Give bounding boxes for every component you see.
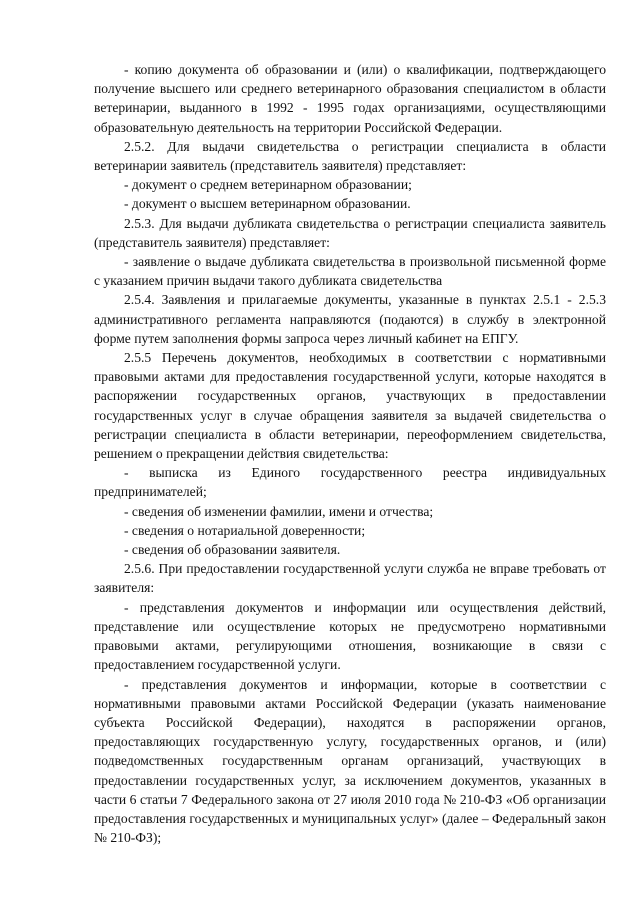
document-body [94,60,606,847]
list-item-not-required-documents: - представления документов и информации, которые в соответствии с нормативными правовыми актами Российской Федерации (указать наименование субъекта Российской Федерации), находятся в распоряжении органов, предоставляющих государственную услугу, государственных органов, и (или) подведомственных государственным органам организаций, участвующих в предоставлении государственных услуг, за исключением документов, указанных в части 6 статьи 7 Федерального закона от 27 июля 2010 года № 210-ФЗ «Об организации предоставления государственных и муниципальных услуг» (далее – Федеральный закон № 210-ФЗ); [94,676,606,846]
paragraph-2-5-6: 2.5.6. При предоставлении государственной услуги служба не вправе требовать от заявителя: [94,561,606,596]
list-item-duplicate-application: - заявление о выдаче дубликата свидетельства в произвольной письменной форме с указанием причин выдачи такого дубликата свидетельства [94,254,606,289]
paragraph-2-5-5: 2.5.5 Перечень документов, необходимых в соответствии с нормативными правовыми актами для предоставления государственной услуги, которые находятся в распоряжении государственных органов, участвующих в предоставлении государственных услуг в случае обращения заявителя за выдачей свидетельства о регистрации специалиста в области ветеринарии, переоформлением свидетельства, решением о прекращении действия свидетельства: [94,350,606,462]
paragraph-2-5-4: 2.5.4. Заявления и прилагаемые документы, указанные в пунктах 2.5.1 - 2.5.3 административного регламента направляются (подаются) в службу в электронной форме путем заполнения формы запроса через личный кабинет на ЕПГУ. [94,292,606,346]
list-item-secondary-education: - документ о среднем ветеринарном образовании; [124,177,412,193]
paragraph-2-5-2: 2.5.2. Для выдачи свидетельства о регистрации специалиста в области ветеринарии заявитель (представитель заявителя) представляет: [94,138,606,174]
list-item-name-change: - сведения об изменении фамилии, имени и отчества; [124,503,434,519]
list-item-notary-power: - сведения о нотариальной доверенности; [124,522,366,538]
list-item-not-required-actions: - представления документов и информации или осуществления действий, представление или осуществление которых не предусмотрено нормативными правовыми актами, регулирующими отношения, возникающие в связи с предоставлением государственной услуги. [94,599,606,673]
list-item-higher-education: - документ о высшем ветеринарном образовании. [124,196,411,212]
paragraph-education-copy: - копию документа об образовании и (или) о квалификации, подтверждающего получение высшего или среднего ветеринарного образования специалистом в области ветеринарии, выданного в 1992 - 1995 годах организациями, осуществляющими образовательную деятельность на территории Российской Федерации. [94,62,606,135]
list-item-egrip-extract: - выписка из Единого государственного реестра индивидуальных предпринимателей; [94,465,606,500]
list-item-education-info: - сведения об образовании заявителя. [124,542,341,558]
paragraph-2-5-3: 2.5.3. Для выдачи дубликата свидетельства о регистрации специалиста заявитель (представитель заявителя) представляет: [94,215,606,250]
